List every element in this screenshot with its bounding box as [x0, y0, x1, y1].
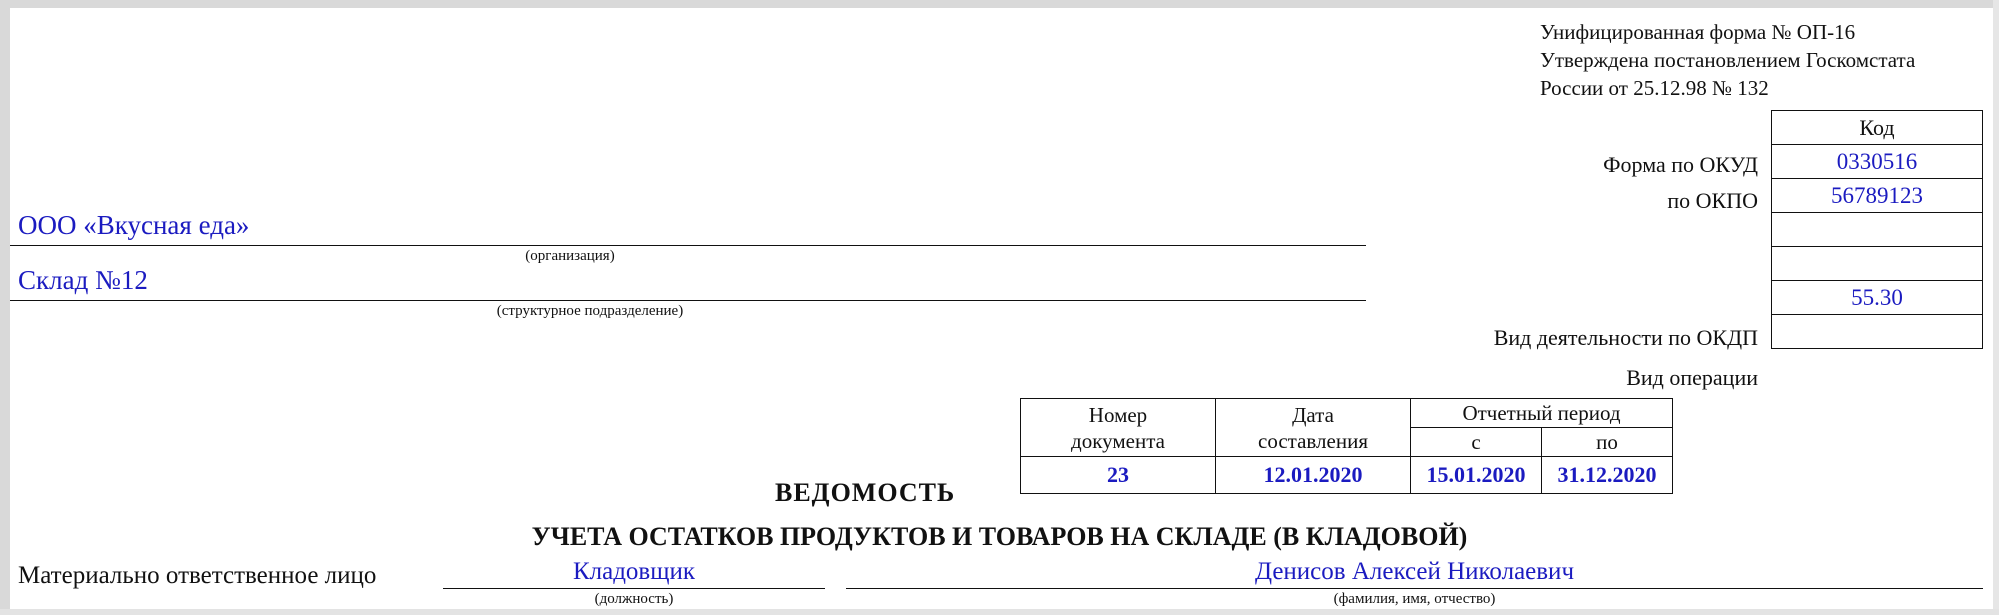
document-type-title: ВЕДОМОСТЬ	[775, 478, 956, 507]
subdivision-caption: (структурное подразделение)	[496, 303, 684, 319]
responsible-position-caption: (должность)	[594, 591, 674, 607]
period-from-value: 15.01.2020	[1411, 457, 1542, 494]
col-number-header-line2: документа	[1071, 428, 1165, 453]
col-period-from-header: с	[1411, 428, 1542, 457]
code-table-blank-row-2	[1772, 247, 1983, 281]
code-table-header-cell: Код	[1772, 111, 1983, 145]
col-number-header	[1021, 399, 1216, 457]
organization-rule	[10, 245, 1366, 246]
code-table-blank-row-1	[1772, 213, 1983, 247]
unified-form-reference	[1540, 18, 1915, 102]
period-to-value: 31.12.2020	[1542, 457, 1673, 494]
page-edge-bottom	[0, 609, 1999, 615]
responsible-position-rule	[443, 588, 825, 589]
operation-label: Вид операции	[1626, 365, 1758, 390]
unified-form-line-2: Утверждена постановлением Госкомстата	[1540, 48, 1916, 72]
doc-table-value-row	[1021, 457, 1673, 494]
okud-label: Форма по ОКУД	[1603, 152, 1758, 177]
organization-value: ООО «Вкусная еда»	[18, 210, 250, 240]
doc-table-header-row-1	[1021, 399, 1673, 428]
page-edge-top	[0, 0, 1999, 8]
document-number-value: 23	[1021, 457, 1216, 494]
okdp-label: Вид деятельности по ОКДП	[1493, 325, 1758, 350]
responsible-position-value: Кладовщик	[572, 558, 696, 585]
responsible-name-caption: (фамилия, имя, отчество)	[1333, 591, 1496, 607]
page-title: УЧЕТА ОСТАТКОВ ПРОДУКТОВ И ТОВАРОВ НА СКЛАДЕ (В КЛАДОВОЙ)	[531, 522, 1468, 551]
okpo-label: по ОКПО	[1667, 188, 1758, 213]
responsible-name-value: Денисов Алексей Николаевич	[1254, 558, 1575, 585]
responsible-name-rule	[846, 588, 1983, 589]
blank-value-cell-2	[1772, 247, 1983, 281]
blank-value-cell-1	[1772, 213, 1983, 247]
code-table	[1771, 110, 1983, 349]
col-date-header-line2: составления	[1258, 428, 1368, 453]
col-date-header	[1216, 399, 1411, 457]
document-date-value: 12.01.2020	[1216, 457, 1411, 494]
okdp-value-cell: 55.30	[1772, 281, 1983, 315]
col-period-to-header: по	[1542, 428, 1673, 457]
col-period-header: Отчетный период	[1411, 399, 1673, 428]
subdivision-value: Склад №12	[18, 265, 148, 295]
document-header-table	[1020, 398, 1673, 494]
okud-value-cell: 0330516	[1772, 145, 1983, 179]
code-table-operation-row	[1772, 315, 1983, 349]
code-table-okdp-row	[1772, 281, 1983, 315]
code-table-header-row	[1772, 111, 1983, 145]
responsible-person-label: Материально ответственное лицо	[18, 562, 377, 589]
col-date-header-line1: Дата	[1292, 402, 1334, 427]
organization-caption: (организация)	[525, 248, 615, 264]
subdivision-rule	[10, 300, 1366, 301]
unified-form-line-1: Унифицированная форма № ОП-16	[1540, 20, 1856, 44]
okpo-value-cell: 56789123	[1772, 179, 1983, 213]
col-number-header-line1: Номер	[1088, 402, 1148, 427]
unified-form-line-3: России от 25.12.98 № 132	[1540, 76, 1769, 100]
code-table-okud-row	[1772, 145, 1983, 179]
operation-value-cell	[1772, 315, 1983, 349]
code-table-okpo-row	[1772, 179, 1983, 213]
